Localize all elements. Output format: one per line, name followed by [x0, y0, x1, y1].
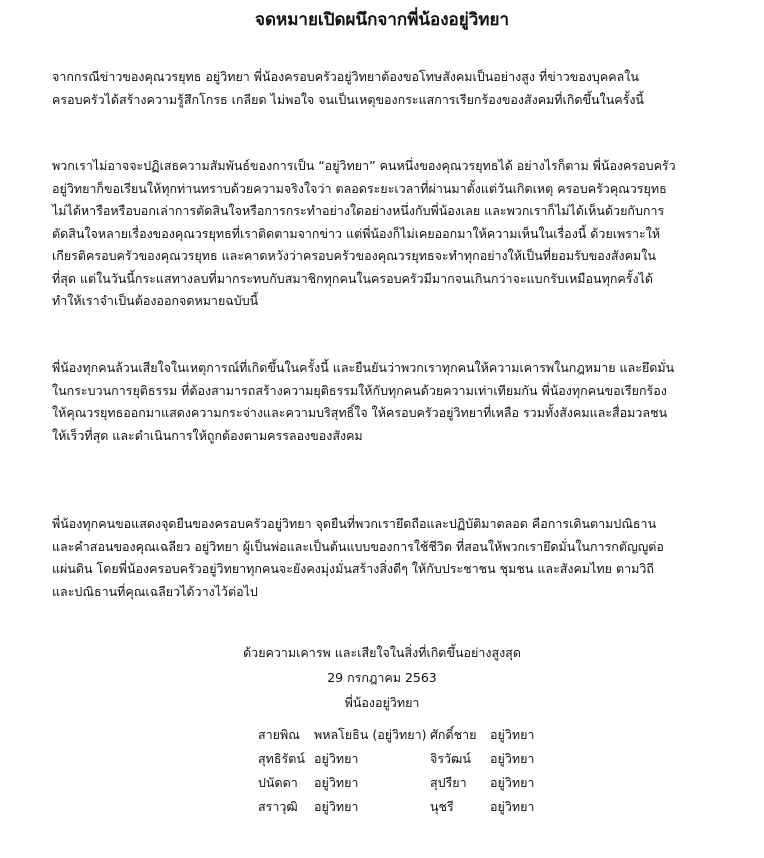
paragraph-line: และคำสอนของคุณเฉลียว อยู่วิทยา ผู้เป็นพ่อและเป็นต้นแบบของการใช้ชีวิต ที่สอนให้พวกเรายึดมั่นในการกตัญญูต่อ: [52, 538, 664, 554]
letter-title: จดหมายเปิดผนึกจากพี่น้องอยู่วิทยา: [254, 10, 509, 30]
signatory-last-name: อยู่วิทยา: [490, 799, 535, 814]
signatory-row: [258, 723, 598, 747]
closing-date: 29 กรกฎาคม 2563: [327, 670, 437, 685]
closing-from: พี่น้องอยู่วิทยา: [344, 695, 420, 710]
paragraph-line: ตัดสินใจหลายเรื่องของคุณวรยุทธที่เราติดตามจากข่าว แต่พี่น้องก็ไม่เคยออกมาให้ความเห็นในเรื่องนี้ ด้วยเพราะให้: [52, 225, 661, 241]
closing-regards: ด้วยความเคารพ และเสียใจในสิ่งที่เกิดขึ้นอย่างสูงสุด: [243, 645, 521, 660]
paragraph-line: ที่สุด แต่ในวันนี้กระแสทางลบที่มากระทบกับสมาชิกทุกคนในครอบครัวมีมากจนเกินกว่าจะแบกรับเหมือนทุกครั้งได้: [52, 270, 653, 286]
signatory-last-name: อยู่วิทยา: [490, 775, 535, 790]
paragraph-line: ไม่ได้หารือหรือบอกเล่าการตัดสินใจหรือการกระทำอย่างใดอย่างหนึ่งกับพี่น้องเลย และพวกเราก็ไม่ได้เห็นด้วยกับการ: [52, 203, 665, 218]
paragraph-line: ให้เร็วที่สุด และดำเนินการให้ถูกต้องตามครรลองของสังคม: [52, 427, 363, 443]
paragraph-line: ทำให้เราจำเป็นต้องออกจดหมายฉบับนี้: [52, 293, 259, 308]
paragraph-line: ครอบครัวได้สร้างความรู้สึกโกรธ เกลียด ไม่พอใจ จนเป็นเหตุของกระแสการเรียกร้องของสังคมที่เกิดขึ้นในครั้งนี้: [52, 91, 644, 107]
signatory-row: [258, 795, 598, 819]
signatory-first-name: ศักดิ์ชาย: [430, 727, 477, 742]
signatory-first-name: สุทธิรัตน์: [258, 751, 305, 766]
paragraph-apology: [52, 66, 732, 111]
paragraph-line: เกียรติครอบครัวของคุณวรยุทธ และคาดหวังว่าครอบครัวของคุณวรยุทธจะทำทุกอย่างให้เป็นที่ยอมรับของสังคมใน: [52, 248, 656, 263]
signatory-first-name: จิรวัฒน์: [430, 751, 471, 766]
signatory-row: [258, 771, 598, 795]
signatory-row: [258, 747, 598, 771]
paragraph-relationship: [52, 155, 732, 313]
paragraph-line: แผ่นดิน โดยพี่น้องครอบครัวอยู่วิทยาทุกคนจะยังคงมุ่งมั่นสร้างสิ่งดีๆ ให้กับประชาชน ชุมชน และสังคมไทย ตามวิถี: [52, 561, 654, 576]
paragraph-line: จากกรณีข่าวของคุณวรยุทธ อยู่วิทยา พี่น้องครอบครัวอยู่วิทยาต้องขอโทษสังคมเป็นอย่างสูง ที่ข่าวของบุคคลใน: [52, 69, 639, 84]
paragraph-line: พี่น้องทุกคนขอแสดงจุดยืนของครอบครัวอยู่วิทยา จุดยืนที่พวกเรายึดถือและปฏิบัติมาตลอด คือการเดินตามปณิธาน: [52, 516, 657, 531]
paragraph-line: อยู่วิทยาก็ขอเรียนให้ทุกท่านทราบด้วยความจริงใจว่า ตลอดระยะเวลาที่ผ่านมาตั้งแต่วันเกิดเหตุ ครอบครัวคุณวรยุทธ: [52, 180, 667, 196]
paragraph-line: พวกเราไม่อาจจะปฏิเสธความสัมพันธ์ของการเป็น “อยู่วิทยา” คนหนึ่งของคุณวรยุทธได้ อย่างไรก็ตาม พี่น้องครอบครัว: [52, 158, 676, 173]
paragraph-line: ในกระบวนการยุติธรรม ที่ต้องสามารถสร้างความยุติธรรมให้กับทุกคนด้วยความเท่าเทียมกัน พี่น้องทุกคนขอเรียกร้อง: [52, 382, 667, 398]
signatory-first-name: นุชรี: [430, 799, 454, 814]
signatory-last-name: อยู่วิทยา: [314, 751, 359, 766]
signatory-last-name: พหลโยธิน (อยู่วิทยา): [314, 727, 427, 742]
signatory-last-name: อยู่วิทยา: [490, 727, 535, 742]
paragraph-line: พี่น้องทุกคนล้วนเสียใจในเหตุการณ์ที่เกิดขึ้นในครั้งนี้ และยืนยันว่าพวกเราทุกคนให้ความเคารพในกฎหมาย และยึดมั่น: [52, 360, 675, 375]
signatory-first-name: ปนัดดา: [258, 775, 298, 790]
signatory-first-name: สายพิณ: [258, 727, 300, 742]
signatory-last-name: อยู่วิทยา: [314, 799, 359, 814]
signatory-first-name: สราวุฒิ: [258, 799, 298, 814]
signatory-first-name: สุปรียา: [430, 775, 467, 790]
paragraph-line: และปณิธานที่คุณเฉลียวได้วางไว้ต่อไป: [52, 583, 258, 599]
signatory-last-name: อยู่วิทยา: [314, 775, 359, 790]
signatory-last-name: อยู่วิทยา: [490, 751, 535, 766]
paragraph-line: ให้คุณวรยุทธออกมาแสดงความกระจ่างและความบริสุทธิ์ใจ ให้ครอบครัวอยู่วิทยาที่เหลือ รวมทั้งสังคมและสื่อมวลชน: [52, 405, 668, 420]
signatories: [258, 723, 598, 819]
paragraph-stance: [52, 513, 732, 603]
paragraph-justice: [52, 357, 732, 447]
